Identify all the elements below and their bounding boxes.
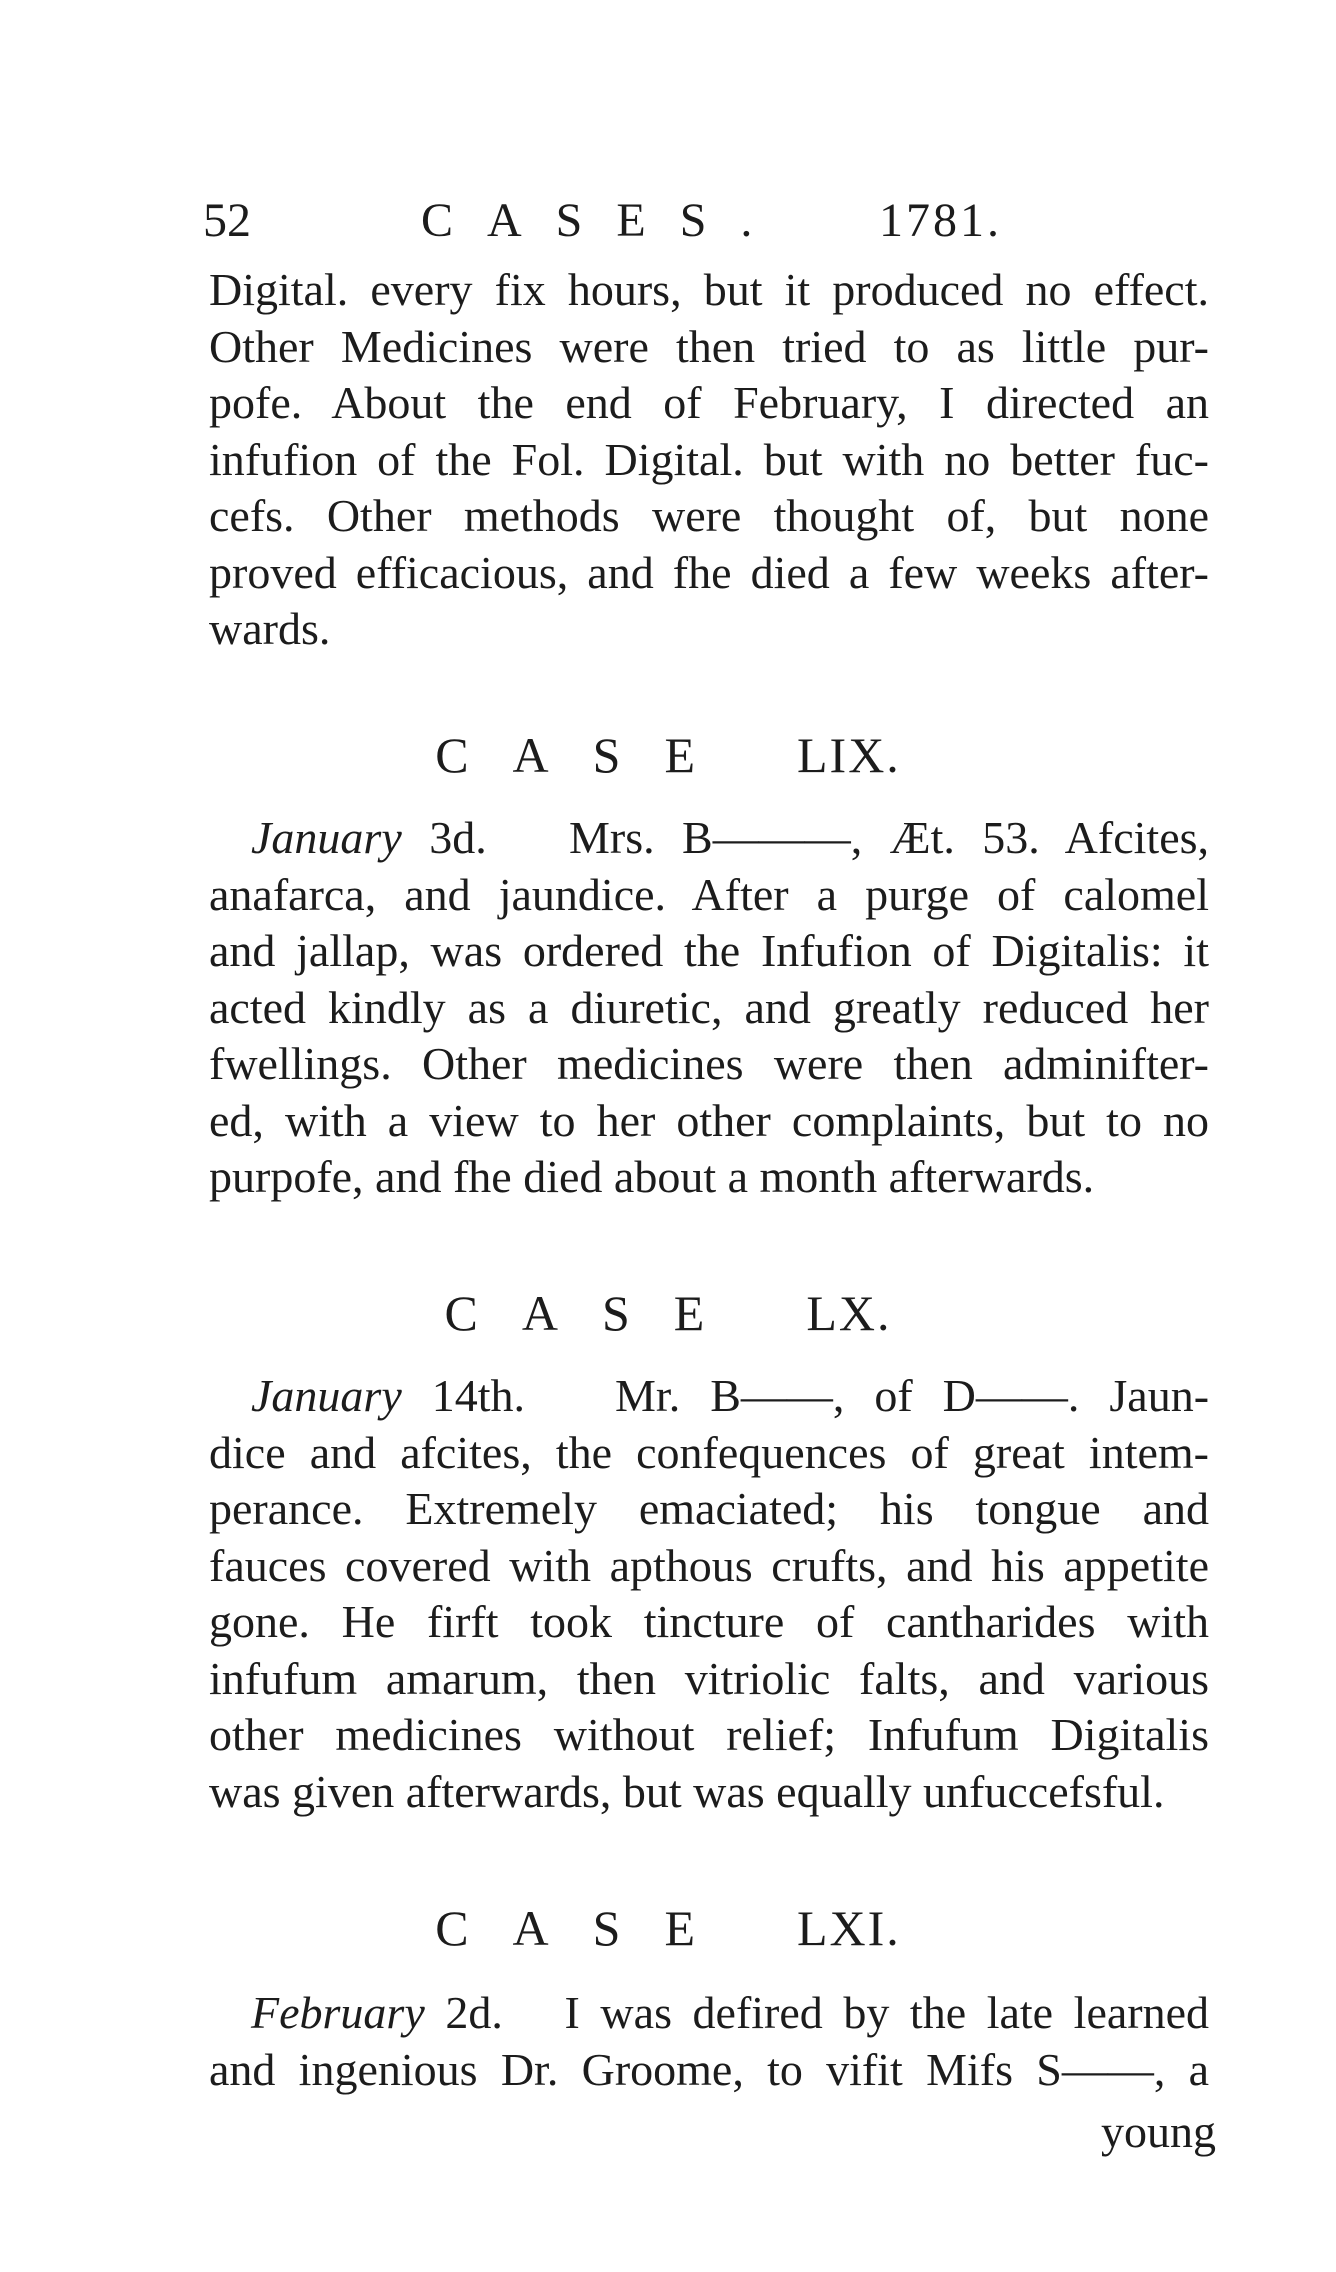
case-heading-number: LXI.: [797, 1900, 901, 1956]
case-heading-lx: [0, 1278, 1336, 1348]
case-day: 2d.: [445, 1987, 503, 2038]
case-first-line: I was defired by the late learned: [564, 1987, 1210, 2038]
case-heading-lxi: [0, 1893, 1336, 1963]
text-line: gone. He firft took tincture of cantharides with: [209, 1596, 1209, 1647]
text-line: pofe. About the end of February, I directed an: [209, 377, 1209, 428]
case-lx-paragraph: [209, 1368, 1209, 1820]
text-line: perance. Extremely emaciated; his tongue and: [209, 1483, 1209, 1534]
text-line: [209, 1368, 1209, 1425]
running-title: CASES.: [421, 194, 787, 247]
case-heading-number: LIX.: [797, 727, 901, 783]
case-date: January: [251, 1370, 402, 1421]
text-line: and jallap, was ordered the Infufion of Digitalis: it: [209, 925, 1209, 976]
text-line: other medicines without relief; Infufum Digitalis: [209, 1709, 1209, 1760]
case-heading-word: CASE: [444, 1285, 749, 1341]
case-date: January: [251, 812, 402, 863]
case-heading-lix: [0, 720, 1336, 790]
text-line: wards.: [209, 603, 331, 654]
text-line: fwellings. Other medicines were then adminifter-: [209, 1038, 1209, 1089]
case-first-line: Mr. B——, of D——. Jaun-: [615, 1370, 1210, 1421]
page-number: 52: [203, 194, 251, 247]
text-line: ed, with a view to her other complaints, but to no: [209, 1094, 1209, 1146]
text-line: fauces covered with apthous crufts, and his appetite: [209, 1539, 1209, 1591]
text-line: proved efficacious, and fhe died a few weeks after-: [209, 546, 1209, 598]
text-line: acted kindly as a diuretic, and greatly reduced her: [209, 981, 1209, 1033]
text-line: cefs. Other methods were thought of, but none: [209, 490, 1209, 541]
case-day: 3d.: [429, 812, 487, 863]
case-heading-word: CASE: [435, 1900, 739, 1956]
text-line: [209, 810, 1209, 867]
text-line: purpofe, and fhe died about a month afterwards.: [209, 1151, 1095, 1202]
text-line: anafarca, and jaundice. After a purge of calomel: [209, 868, 1209, 920]
text-line: Digital. every fix hours, but it produced no effect.: [209, 264, 1209, 315]
continuation-paragraph: [209, 262, 1209, 658]
text-line: and ingenious Dr. Groome, to vifit Mifs S——, a: [209, 2043, 1209, 2095]
text-line: dice and afcites, the confequences of great intem-: [209, 1426, 1209, 1478]
case-day: 14th.: [431, 1370, 526, 1421]
text-line: Other Medicines were then tried to as little pur-: [209, 320, 1209, 372]
case-lxi-paragraph: [209, 1985, 1209, 2098]
catchword: young: [1101, 2106, 1216, 2157]
case-heading-word: CASE: [435, 727, 739, 783]
running-head: [203, 186, 1203, 256]
running-year: 1781.: [879, 194, 1002, 247]
case-first-line: Mrs. B———, Æt. 53. Afcites,: [569, 812, 1210, 863]
case-heading-number: LX.: [806, 1285, 892, 1341]
text-line: [209, 1985, 1209, 2042]
text-line: infufion of the Fol. Digital. but with no better fuc-: [209, 433, 1209, 485]
case-date: February: [251, 1987, 425, 2038]
text-line: infufum amarum, then vitriolic falts, and various: [209, 1652, 1209, 1704]
case-lix-paragraph: [209, 810, 1209, 1206]
text-line: was given afterwards, but was equally unfuccefsful.: [209, 1765, 1165, 1817]
